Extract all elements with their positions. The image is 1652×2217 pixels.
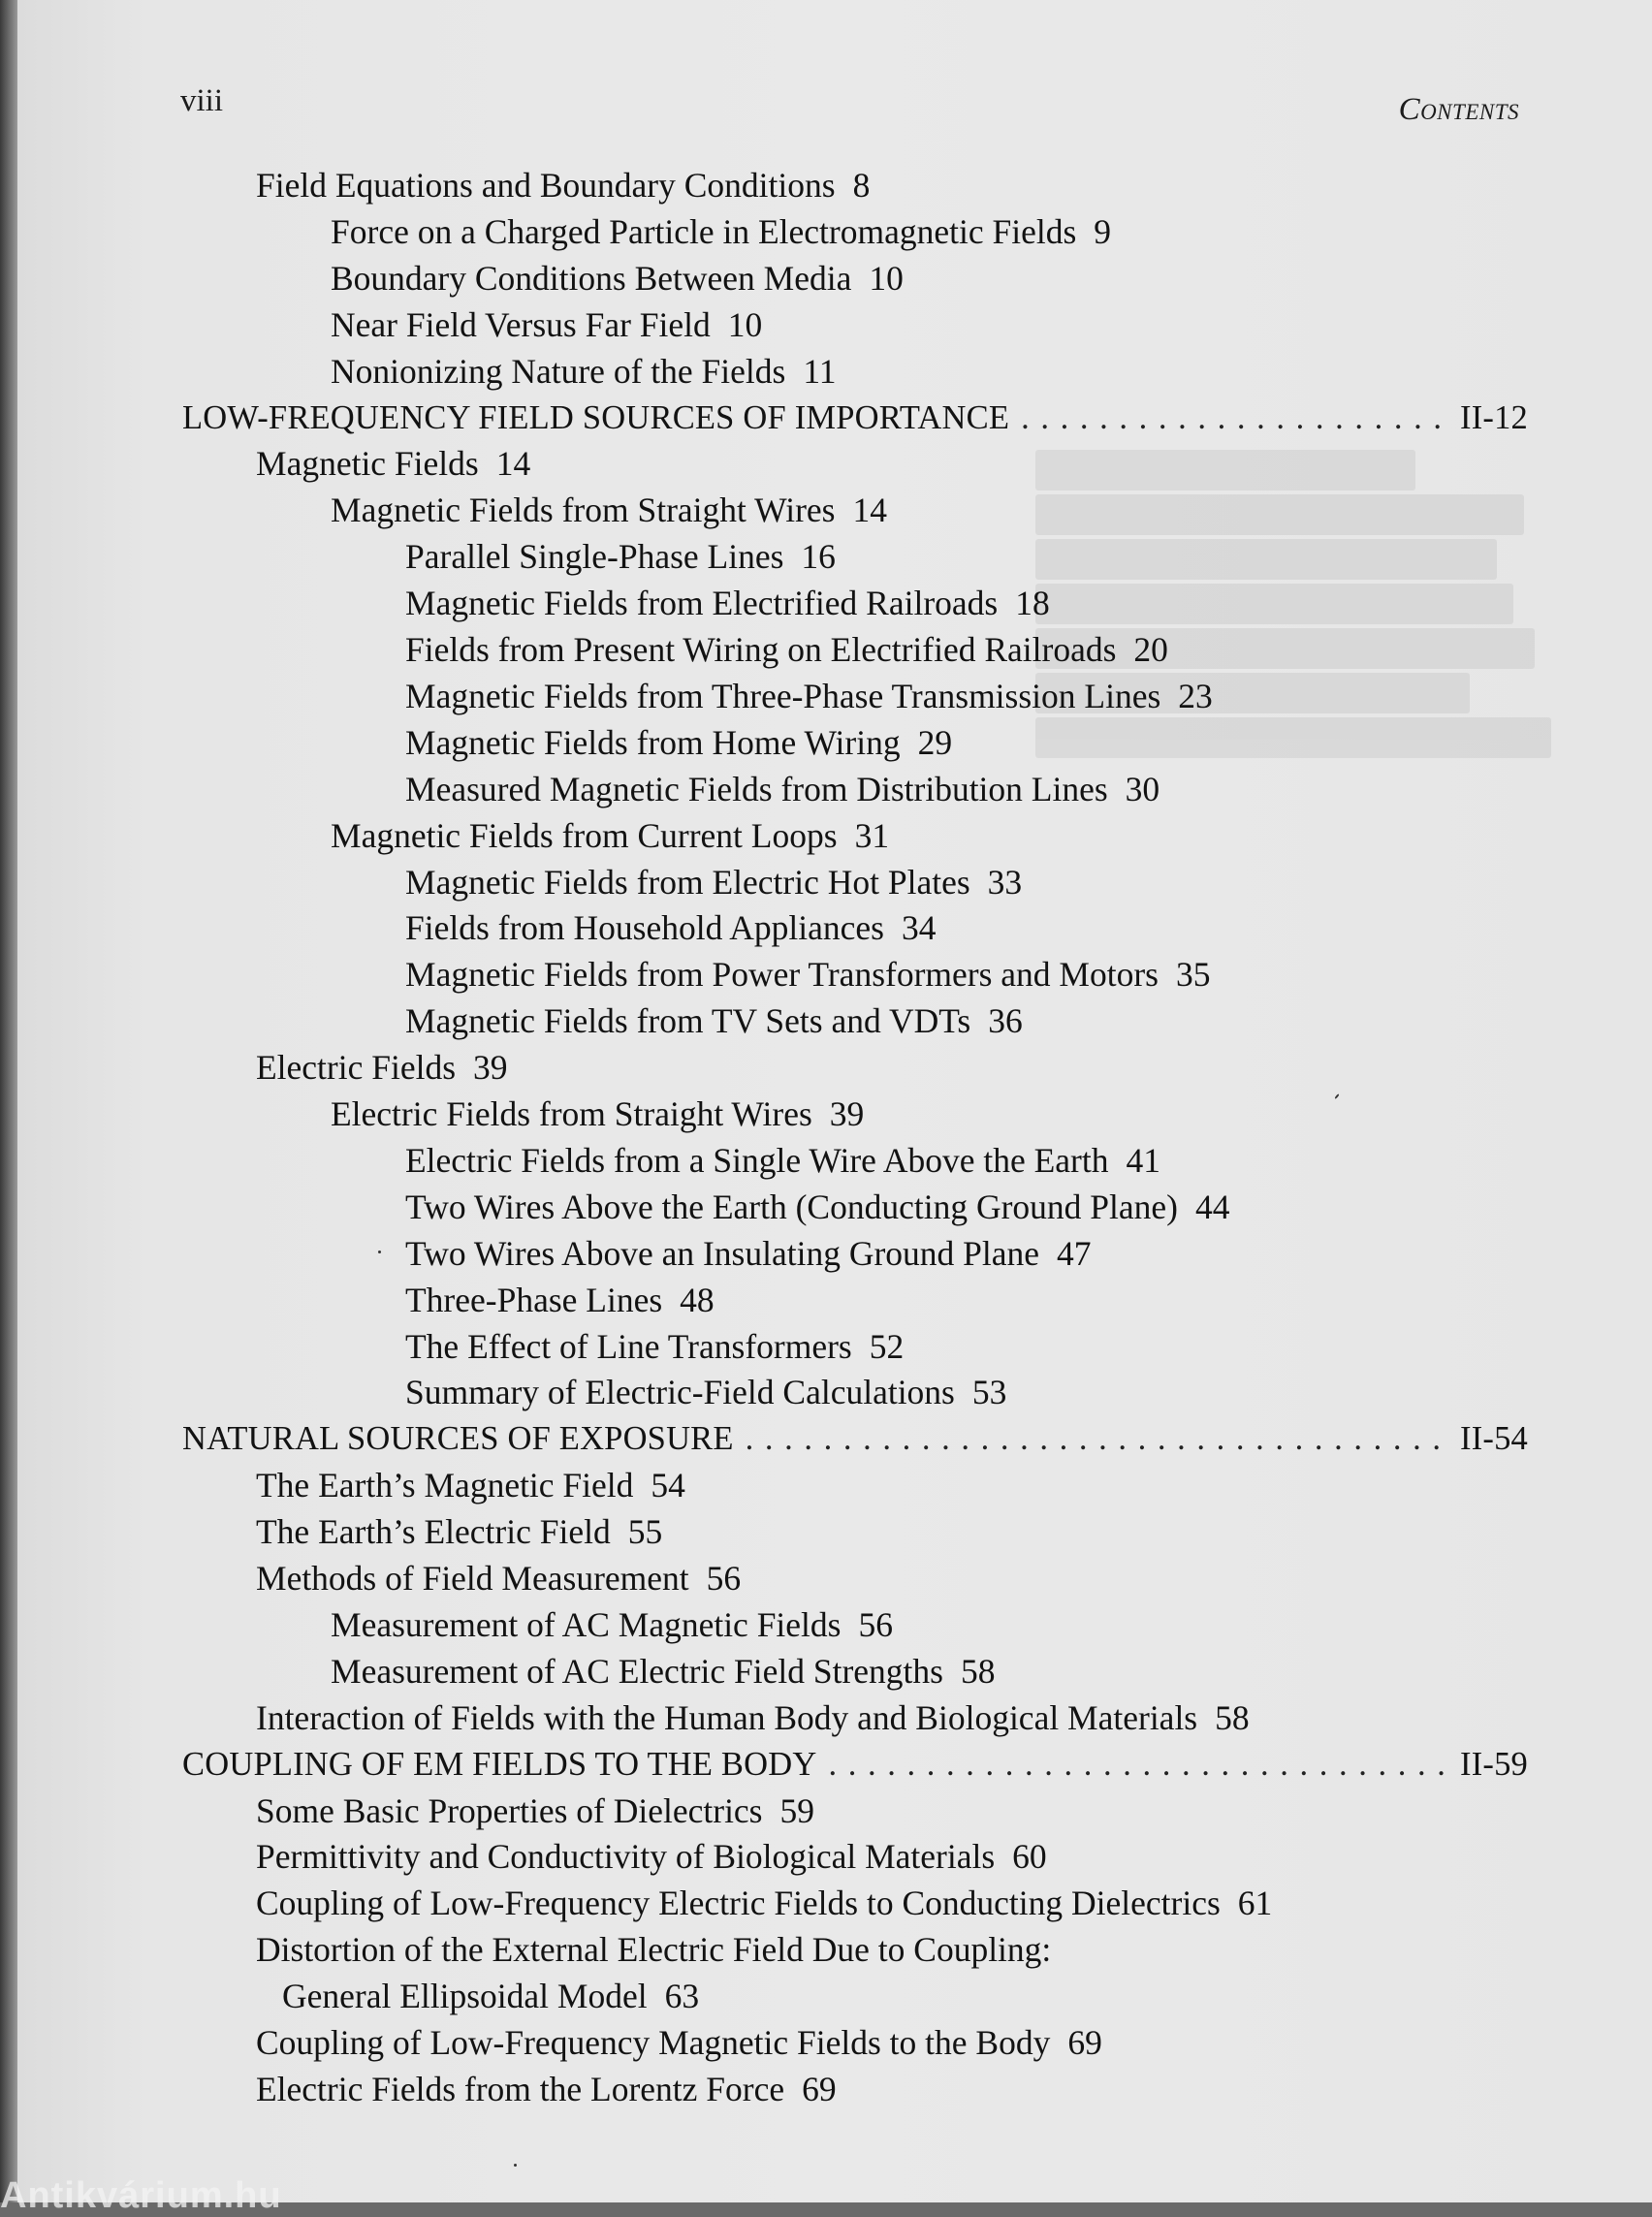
toc-entry	[405, 581, 1050, 625]
toc-entry-title: Two Wires Above an Insulating Ground Plane	[405, 1234, 1039, 1273]
toc-page-number: 60	[1012, 1837, 1047, 1876]
toc-leader-dots	[746, 1416, 1446, 1461]
toc-page-number: 11	[803, 352, 836, 391]
running-head: Contents	[1399, 92, 1519, 128]
book-spine-shadow	[0, 0, 17, 2202]
toc-entry-title: Magnetic Fields from Straight Wires	[331, 491, 835, 529]
toc-entry-title: Magnetic Fields from Power Transformers and Motors	[405, 955, 1159, 994]
toc-entry-title: Methods of Field Measurement	[256, 1559, 689, 1598]
toc-page-number: 58	[961, 1652, 996, 1691]
toc-page-number: II-54	[1460, 1416, 1528, 1461]
toc-page-number: 63	[665, 1977, 700, 2015]
toc-entry	[405, 627, 1168, 672]
toc-entry-title: The Earth’s Magnetic Field	[256, 1466, 633, 1504]
paper-speck	[514, 2164, 517, 2167]
toc-page-number: 29	[918, 723, 953, 762]
toc-page-number: 36	[988, 1001, 1023, 1040]
toc-entry	[331, 209, 1111, 254]
toc-page-number: II-12	[1460, 396, 1528, 440]
toc-entry	[256, 441, 530, 486]
toc-entry	[256, 1045, 508, 1090]
toc-entry	[405, 1231, 1092, 1276]
toc-page-number: 8	[853, 166, 871, 205]
toc-section-heading	[182, 1416, 1528, 1461]
toc-entry-title: Summary of Electric-Field Calculations	[405, 1373, 955, 1411]
toc-page-number: 41	[1126, 1141, 1160, 1180]
toc-page-number: 69	[802, 2070, 837, 2108]
toc-entry-title: Measurement of AC Magnetic Fields	[331, 1605, 842, 1644]
toc-entry-title: Magnetic Fields from Current Loops	[331, 816, 838, 855]
toc-entry-title: Field Equations and Boundary Conditions	[256, 166, 836, 205]
toc-page-number: 10	[869, 259, 904, 298]
toc-entry	[331, 1649, 995, 1694]
toc-entry	[331, 488, 887, 532]
toc-entry	[256, 1834, 1047, 1879]
toc-page-number: 58	[1215, 1698, 1250, 1737]
toc-entry-title: Magnetic Fields from Home Wiring	[405, 723, 901, 762]
toc-entry	[282, 1974, 699, 2018]
paper-speck	[378, 1251, 381, 1253]
toc-page-number: 23	[1178, 677, 1213, 715]
toc-entry-title: Fields from Household Appliances	[405, 908, 884, 947]
toc-page-number: 30	[1126, 770, 1160, 808]
toc-page-number: 16	[801, 537, 836, 576]
toc-page-number: 31	[855, 816, 890, 855]
toc-entry	[256, 1556, 741, 1600]
paper-speck	[1334, 1093, 1339, 1099]
toc-page-number: II-59	[1460, 1742, 1528, 1787]
toc-page-number: 54	[651, 1466, 685, 1504]
toc-entry	[405, 1185, 1229, 1229]
toc-entry	[405, 534, 836, 579]
toc-entry	[256, 1509, 662, 1554]
toc-entry-title: Parallel Single-Phase Lines	[405, 537, 783, 576]
toc-page-number: 39	[830, 1094, 865, 1133]
toc-entry	[331, 302, 762, 347]
toc-page-number: 35	[1176, 955, 1211, 994]
toc-entry	[256, 163, 870, 207]
toc-entry-title: Two Wires Above the Earth (Conducting Ground Plane)	[405, 1188, 1178, 1226]
toc-page-number: 33	[988, 863, 1023, 902]
toc-entry	[405, 1324, 904, 1369]
toc-entry-title: Electric Fields from Straight Wires	[331, 1094, 812, 1133]
toc-entry-title: Electric Fields from the Lorentz Force	[256, 2070, 784, 2108]
toc-entry	[256, 1927, 1051, 1972]
toc-entry-title: Fields from Present Wiring on Electrified Railroads	[405, 630, 1116, 669]
toc-entry-title: Measured Magnetic Fields from Distribution Lines	[405, 770, 1108, 808]
toc-entry-title: Magnetic Fields from Electric Hot Plates	[405, 863, 970, 902]
toc-entry-title: Electric Fields from a Single Wire Above the Earth	[405, 1141, 1108, 1180]
toc-page-number: 61	[1238, 1884, 1273, 1922]
toc-entry	[405, 952, 1210, 997]
book-page	[17, 0, 1652, 2202]
toc-entry	[405, 905, 936, 950]
toc-page-number: 44	[1195, 1188, 1230, 1226]
toc-entry-title: Nonionizing Nature of the Fields	[331, 352, 785, 391]
toc-entry-title: Three-Phase Lines	[405, 1281, 662, 1319]
toc-entry	[331, 1092, 864, 1136]
toc-entry	[405, 720, 952, 765]
toc-entry	[405, 1138, 1160, 1183]
toc-leader-dots	[829, 1742, 1447, 1787]
toc-entry	[331, 256, 904, 301]
toc-page-number: 56	[859, 1605, 894, 1644]
toc-page-number: 59	[780, 1791, 815, 1830]
toc-entry-title: The Earth’s Electric Field	[256, 1512, 611, 1551]
toc-entry-title: Coupling of Low-Frequency Electric Fields to Conducting Dielectrics	[256, 1884, 1221, 1922]
toc-entry-title: Coupling of Low-Frequency Magnetic Fields to the Body	[256, 2023, 1050, 2062]
toc-page-number: 39	[473, 1048, 508, 1087]
toc-entry-title: The Effect of Line Transformers	[405, 1327, 852, 1366]
toc-page-number: 52	[870, 1327, 905, 1366]
toc-section-heading	[182, 396, 1528, 440]
toc-entry	[256, 1881, 1272, 1925]
toc-entry-title: Some Basic Properties of Dielectrics	[256, 1791, 763, 1830]
toc-page-number: 56	[707, 1559, 742, 1598]
toc-entry-title: Magnetic Fields from TV Sets and VDTs	[405, 1001, 970, 1040]
toc-section-title: NATURAL SOURCES OF EXPOSURE	[182, 1416, 734, 1461]
toc-entry	[405, 860, 1022, 904]
toc-entry	[331, 1602, 893, 1647]
toc-entry-title: Near Field Versus Far Field	[331, 305, 711, 344]
toc-entry	[331, 349, 837, 394]
toc-entry-title: Electric Fields	[256, 1048, 456, 1087]
toc-page-number: 69	[1067, 2023, 1102, 2062]
page-number: viii	[180, 83, 223, 119]
toc-entry	[405, 1278, 715, 1322]
watermark-logo: Antikvárium.hu	[0, 2175, 282, 2210]
toc-entry	[256, 1695, 1250, 1740]
toc-section-heading	[182, 1742, 1528, 1787]
toc-page-number: 55	[628, 1512, 663, 1551]
toc-entry	[256, 2020, 1102, 2065]
toc-page-number: 14	[852, 491, 887, 529]
toc-entry	[405, 1370, 1006, 1414]
toc-page-number: 20	[1133, 630, 1168, 669]
toc-entry	[405, 767, 1160, 811]
toc-page-number: 48	[680, 1281, 715, 1319]
toc-page-number: 47	[1057, 1234, 1092, 1273]
toc-section-title: LOW-FREQUENCY FIELD SOURCES OF IMPORTANCE	[182, 396, 1009, 440]
toc-entry	[256, 1463, 685, 1507]
toc-page-number: 18	[1015, 584, 1050, 622]
toc-entry-title: Magnetic Fields from Electrified Railroads	[405, 584, 998, 622]
toc-section-title: COUPLING OF EM FIELDS TO THE BODY	[182, 1742, 817, 1787]
toc-entry	[405, 674, 1213, 718]
toc-entry-title: Magnetic Fields from Three-Phase Transmission Lines	[405, 677, 1160, 715]
toc-entry-title: Boundary Conditions Between Media	[331, 259, 851, 298]
toc-entry-title: Interaction of Fields with the Human Body and Biological Materials	[256, 1698, 1197, 1737]
toc-entry-title: Permittivity and Conductivity of Biological Materials	[256, 1837, 995, 1876]
toc-entry-title: Force on a Charged Particle in Electromagnetic Fields	[331, 212, 1076, 251]
toc-entry-title: Distortion of the External Electric Field Due to Coupling:	[256, 1930, 1051, 1969]
toc-entry-title: Measurement of AC Electric Field Strengths	[331, 1652, 943, 1691]
toc-page-number: 14	[496, 444, 531, 483]
toc-entry	[256, 2067, 837, 2111]
toc-page-number: 10	[728, 305, 763, 344]
toc-entry	[405, 998, 1023, 1043]
toc-entry-title: Magnetic Fields	[256, 444, 479, 483]
toc-page-number: 9	[1094, 212, 1111, 251]
toc-page-number: 53	[972, 1373, 1007, 1411]
toc-page-number: 34	[902, 908, 937, 947]
toc-entry	[331, 813, 889, 858]
toc-entry	[256, 1789, 814, 1833]
toc-leader-dots	[1021, 396, 1446, 440]
toc-entry-title: General Ellipsoidal Model	[282, 1977, 648, 2015]
